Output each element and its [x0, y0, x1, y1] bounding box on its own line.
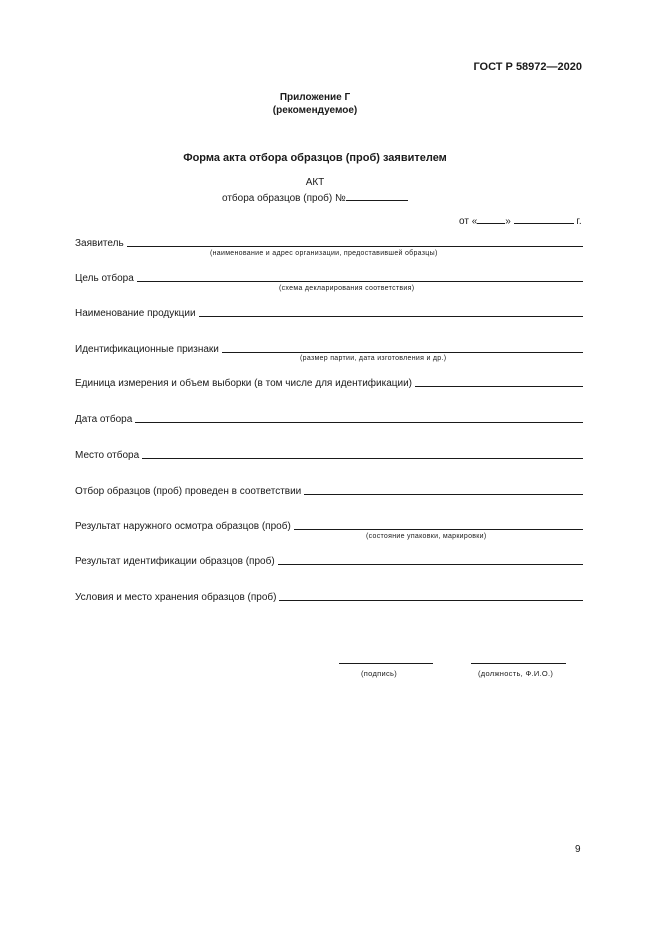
field-sampling-compliance [75, 486, 583, 497]
standard-number: ГОСТ Р 58972—2020 [473, 61, 582, 73]
date-day-field[interactable] [477, 213, 505, 224]
act-date-line [459, 213, 582, 227]
act-number-line [222, 190, 408, 204]
field-label: Заявитель [75, 238, 124, 249]
date-mid: » [505, 216, 511, 227]
field-hint: (наименование и адрес организации, предоставившей образцы) [210, 250, 438, 257]
field-hint: (схема декларирования соответствия) [279, 285, 415, 292]
appendix-note: (рекомендуемое) [272, 105, 358, 116]
page-number: 9 [575, 844, 581, 855]
field-line[interactable] [222, 351, 583, 353]
field-label: Наименование продукции [75, 308, 196, 319]
date-prefix: от « [459, 216, 478, 227]
field-product-name [75, 308, 583, 319]
field-line[interactable] [127, 245, 583, 247]
date-month-year-field[interactable] [514, 213, 574, 224]
field-hint: (состояние упаковки, маркировки) [366, 533, 487, 540]
field-hint: (размер партии, дата изготовления и др.) [300, 355, 447, 362]
field-sampling-date [75, 414, 583, 425]
form-title: Форма акта отбора образцов (проб) заявителем [183, 152, 447, 164]
signature-hint: (подпись) [361, 669, 398, 678]
field-label: Условия и место хранения образцов (проб) [75, 592, 277, 603]
field-identification-result [75, 556, 583, 567]
field-label: Результат наружного осмотра образцов (проб) [75, 521, 291, 532]
field-sampling-place [75, 450, 583, 461]
field-line[interactable] [135, 421, 583, 423]
field-label: Единица измерения и объем выборки (в том числе для идентификации) [75, 378, 412, 389]
field-identification-features [75, 344, 583, 355]
field-line[interactable] [278, 563, 583, 565]
field-label: Цель отбора [75, 273, 134, 284]
field-line[interactable] [199, 315, 583, 317]
field-line[interactable] [415, 385, 583, 387]
field-applicant [75, 238, 583, 249]
act-number-label: отбора образцов (проб) № [222, 193, 346, 204]
date-suffix: г. [576, 216, 582, 227]
appendix-title: Приложение Г [279, 92, 351, 103]
field-storage-conditions [75, 592, 583, 603]
field-line[interactable] [137, 280, 583, 282]
field-label: Идентификационные признаки [75, 344, 219, 355]
signature-line[interactable] [339, 662, 433, 664]
field-unit-sample-volume [75, 378, 583, 389]
field-line[interactable] [294, 528, 583, 530]
field-label: Отбор образцов (проб) проведен в соответствии [75, 486, 302, 497]
field-purpose [75, 273, 583, 284]
field-visual-inspection [75, 521, 583, 532]
act-number-field[interactable] [346, 190, 408, 201]
act-heading: АКТ [305, 177, 325, 188]
field-label: Место отбора [75, 450, 140, 461]
position-name-hint: (должность, Ф.И.О.) [478, 669, 554, 678]
field-label: Дата отбора [75, 414, 133, 425]
field-line[interactable] [279, 599, 583, 601]
position-name-line[interactable] [471, 662, 566, 664]
field-line[interactable] [304, 493, 583, 495]
field-label: Результат идентификации образцов (проб) [75, 556, 275, 567]
field-line[interactable] [142, 457, 583, 459]
